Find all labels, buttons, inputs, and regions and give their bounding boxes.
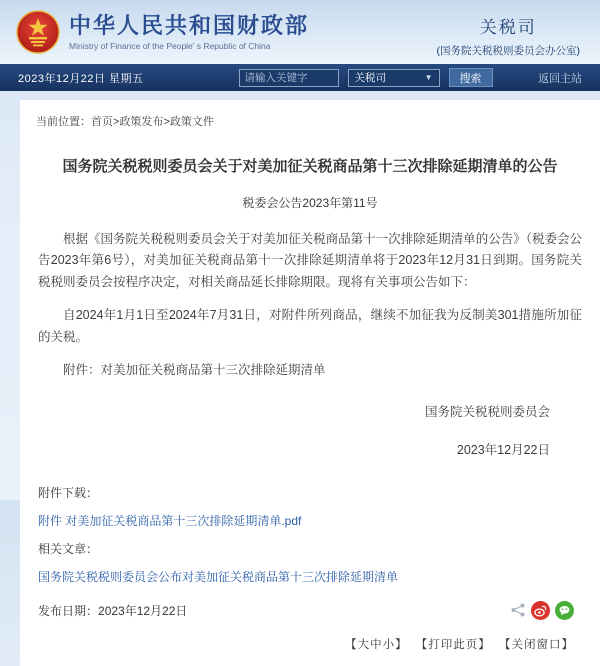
publish-date-label: 发布日期： bbox=[38, 603, 99, 618]
department-office: (国务院关税税则委员会办公室) bbox=[436, 44, 580, 57]
breadcrumb-home[interactable]: 首页 bbox=[91, 116, 113, 128]
article-title: 国务院关税税则委员会关于对美加征关税商品第十三次排除延期清单的公告 bbox=[62, 158, 558, 175]
department-block bbox=[437, 7, 581, 58]
page-controls bbox=[32, 636, 588, 652]
department-name: 关税司 bbox=[479, 17, 537, 37]
breadcrumb bbox=[32, 113, 588, 129]
national-emblem-icon bbox=[16, 10, 60, 54]
breadcrumb-separator: > bbox=[113, 116, 120, 128]
related-article-link[interactable]: 国务院关税税则委员会公布对美加征关税商品第十三次排除延期清单 bbox=[38, 569, 399, 584]
document-number: 税委会公告2023年第11号 bbox=[242, 195, 378, 210]
weibo-icon[interactable] bbox=[531, 601, 550, 620]
issuer-date: 2023年12月22日 bbox=[456, 442, 550, 457]
search-scope-value: 关税司 bbox=[354, 72, 386, 84]
content-panel bbox=[20, 100, 600, 666]
share-icons bbox=[510, 601, 574, 620]
publish-date-block bbox=[38, 602, 187, 619]
breadcrumb-policy-release[interactable]: 政策发布 bbox=[119, 116, 164, 128]
paragraph: 自2024年1月1日至2024年7月31日，对附件所列商品，继续不加征我为反制美301措施所加征的关税。 bbox=[38, 308, 582, 344]
breadcrumb-label: 当前位置： bbox=[36, 116, 91, 128]
wechat-icon[interactable] bbox=[555, 601, 574, 620]
print-page-control[interactable]: 【打印此页】 bbox=[415, 638, 491, 651]
publish-row bbox=[32, 601, 588, 620]
brand-text bbox=[69, 13, 309, 50]
attachments-section bbox=[32, 484, 588, 585]
current-date: 2023年12月22日 星期五 bbox=[18, 72, 144, 85]
share-icon[interactable] bbox=[510, 602, 526, 618]
org-name-cn: 中华人民共和国财政部 bbox=[69, 13, 310, 39]
navbar bbox=[0, 64, 600, 91]
return-main-site-link[interactable]: 返回主站 bbox=[538, 72, 582, 85]
org-name-en: Ministry of Finance of the People' s Republic of China bbox=[69, 40, 271, 51]
search-button[interactable]: 搜索 bbox=[449, 68, 493, 87]
site-header bbox=[0, 0, 600, 64]
breadcrumb-separator: > bbox=[163, 116, 170, 128]
close-window-control[interactable]: 【关闭窗口】 bbox=[499, 638, 574, 651]
paragraph: 根据《国务院关税税则委员会关于对美加征关税商品第十一次排除延期清单的公告》（税委会公告2023年第6号），对美加征关税商品第十一次排除延期清单将于2023年12月31日到期。国务院关税税则委员会按程序决定，对相关商品延长排除期限。现将有关事项公告如下： bbox=[38, 231, 582, 290]
search-bar bbox=[239, 68, 493, 87]
search-input[interactable] bbox=[239, 69, 339, 87]
attachment-pdf-link[interactable]: 附件 对美加征关税商品第十三次排除延期清单.pdf bbox=[38, 513, 302, 528]
chevron-down-icon: ▼ bbox=[424, 73, 433, 82]
publish-date-value: 2023年12月22日 bbox=[98, 603, 188, 618]
article-body bbox=[32, 229, 588, 382]
font-size-control[interactable]: 【大中小】 bbox=[345, 638, 408, 651]
attachment-download-label: 附件下载： bbox=[38, 485, 99, 500]
breadcrumb-policy-documents[interactable]: 政策文件 bbox=[169, 116, 214, 128]
search-scope-dropdown[interactable] bbox=[348, 69, 440, 87]
related-articles-label: 相关文章： bbox=[38, 541, 99, 556]
paragraph: 附件：对美加征关税商品第十三次排除延期清单 bbox=[63, 362, 326, 377]
issuer-signature: 国务院关税税则委员会 bbox=[424, 404, 550, 419]
brand bbox=[16, 10, 309, 54]
